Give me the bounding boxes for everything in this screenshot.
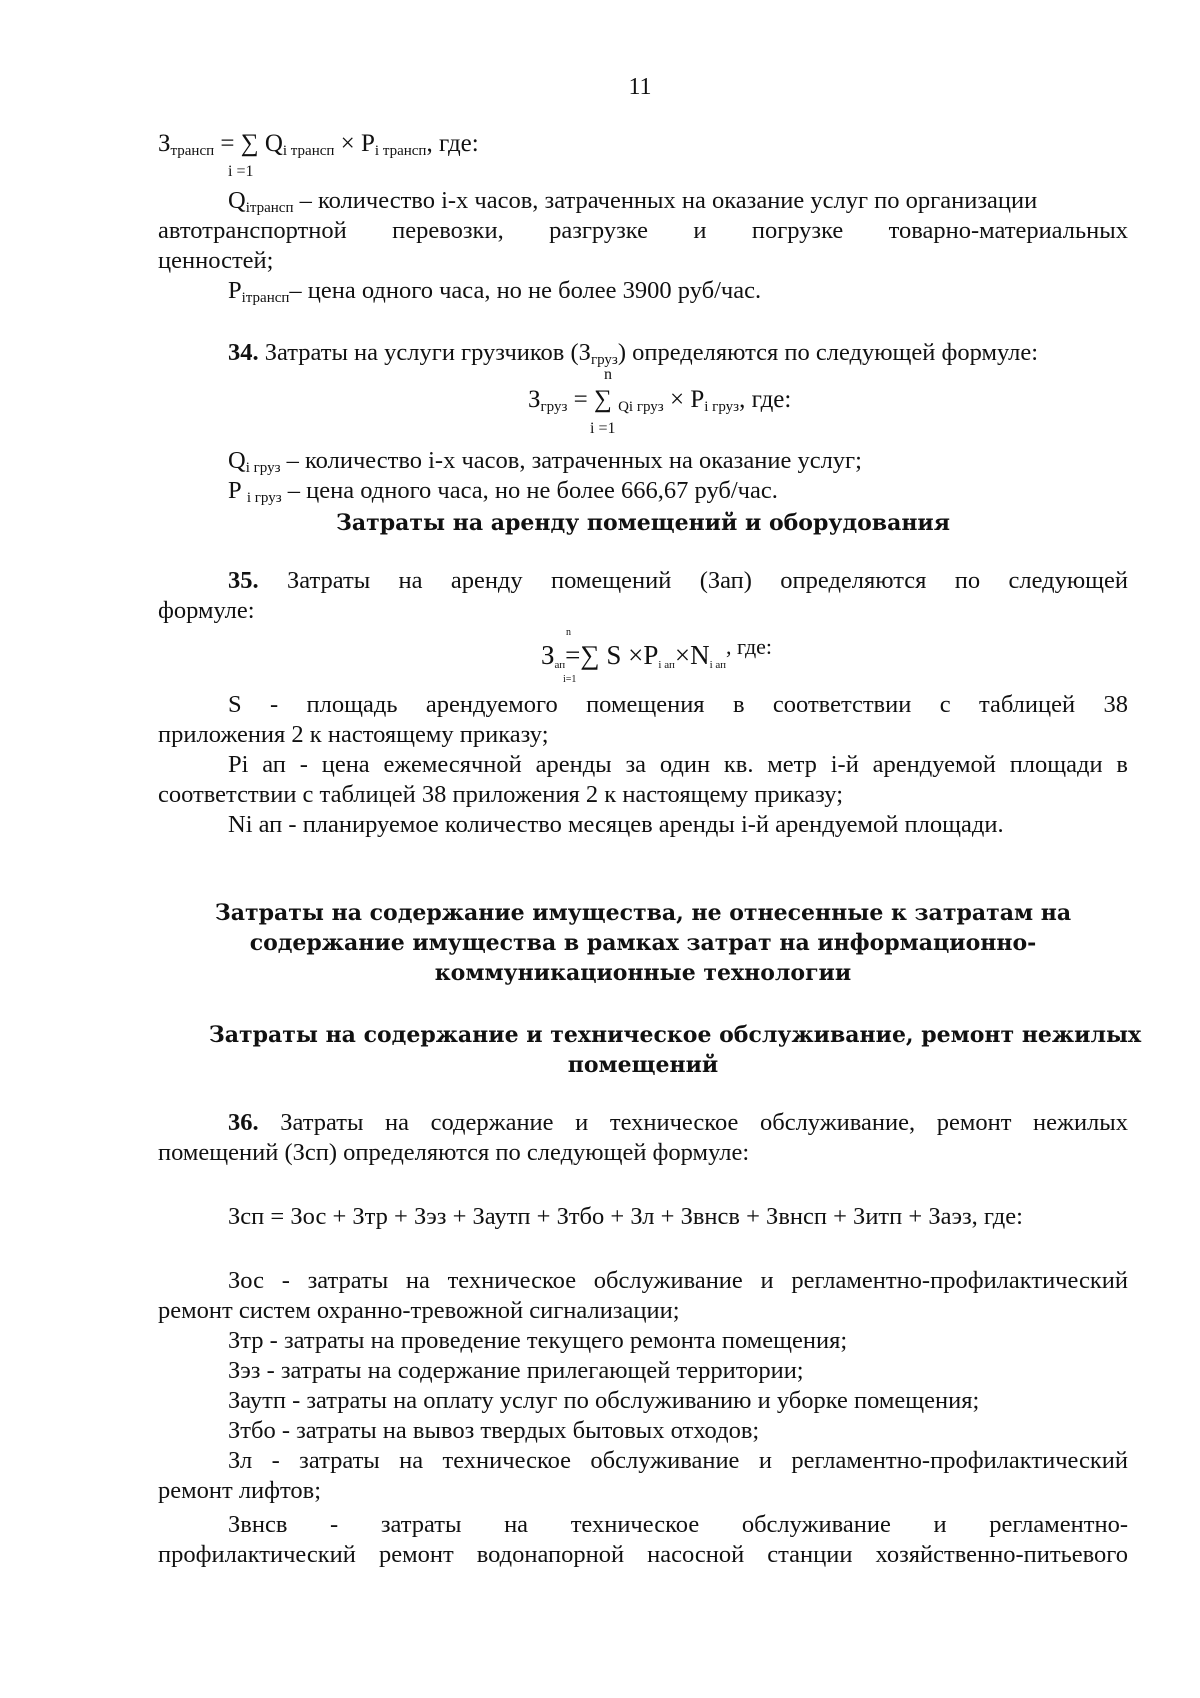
- section-35-intro-end: формуле:: [158, 597, 255, 624]
- def-q-transport-cont: автотранспортной перевозки, разгрузке и погрузке товарно-материальных: [158, 217, 1128, 244]
- def-pi-end: соответствии с таблицей 38 приложения 2 к настоящему приказу;: [158, 781, 844, 808]
- heading-repair-2: помещений: [567, 1052, 719, 1078]
- heading-repair-1: Затраты на содержание и техническое обслуживание, ремонт нежилых: [208, 1022, 1142, 1048]
- formula-zsp: Зсп = Зос + Зтр + Зэз + Заутп + Зтбо + Зл + Звнсв + Звнсп + Зитп + Заэз, где:: [228, 1203, 1023, 1230]
- def-zl: Зл - затраты на техническое обслуживание и регламентно-профилактический: [228, 1447, 1128, 1474]
- formula-transport-limit: i =1: [228, 163, 254, 180]
- def-ztr: Зтр - затраты на проведение текущего ремонта помещения;: [228, 1327, 848, 1354]
- section-34-intro: 34. Затраты на услуги грузчиков (Згруз) определяются по следующей формуле:: [228, 339, 1039, 368]
- formula-transport: Зтрансп = ∑ Qi трансп × Pi трансп, где:: [158, 130, 479, 159]
- section-36-intro: 36. Затраты на содержание и техническое обслуживание, ремонт нежилых: [228, 1109, 1128, 1136]
- def-p-loaders: P i груз – цена одного часа, но не более 666,67 руб/час.: [228, 477, 778, 506]
- formula-loaders-top: n: [604, 366, 612, 383]
- heading-maintenance-3: коммуникационные технологии: [434, 960, 852, 986]
- def-zautp: Заутп - затраты на оплату услуг по обслуживанию и уборке помещения;: [228, 1387, 980, 1414]
- heading-maintenance-2: содержание имущества в рамках затрат на информационно-: [249, 930, 1037, 956]
- def-s-end: приложения 2 к настоящему приказу;: [158, 721, 549, 748]
- def-pi: Pi ап - цена ежемесячной аренды за один кв. метр i-й арендуемой площади в: [228, 751, 1128, 778]
- formula-rent: Зап=∑ S ×Pi ап×Ni $ап^{, где:}$: [541, 634, 773, 671]
- def-q-transport: Qiтрансп – количество i-х часов, затраченных на оказание услуг по организации: [228, 187, 1038, 216]
- def-zos-end: ремонт систем охранно-тревожной сигнализации;: [158, 1297, 680, 1324]
- heading-maintenance-1: Затраты на содержание имущества, не отнесенные к затратам на: [214, 900, 1072, 926]
- section-36-intro-end: помещений (Зсп) определяются по следующей формуле:: [158, 1139, 750, 1166]
- def-ztbo: Зтбо - затраты на вывоз твердых бытовых отходов;: [228, 1417, 760, 1444]
- def-zl-end: ремонт лифтов;: [158, 1477, 322, 1504]
- heading-rent: Затраты на аренду помещений и оборудования: [336, 510, 950, 536]
- formula-loaders-bottom: i =1: [590, 420, 616, 437]
- def-zez: Зэз - затраты на содержание прилегающей территории;: [228, 1357, 804, 1384]
- def-ni: Ni ап - планируемое количество месяцев аренды i-й арендуемой площади.: [228, 811, 1004, 838]
- def-zvnsv-cont: профилактический ремонт водонапорной насосной станции хозяйственно-питьевого: [158, 1541, 1128, 1568]
- section-35-intro: 35. Затраты на аренду помещений (Зап) определяются по следующей: [228, 567, 1128, 594]
- def-q-loaders: Qi груз – количество i-х часов, затраченных на оказание услуг;: [228, 447, 862, 476]
- formula-loaders: Згруз = ∑ Qi груз × Pi груз, где:: [528, 386, 792, 415]
- def-zos: Зос - затраты на техническое обслуживание и регламентно-профилактический: [228, 1267, 1128, 1294]
- def-p-transport: Piтрансп– цена одного часа, но не более 3900 руб/час.: [228, 277, 762, 306]
- def-zvnsv: Звнсв - затраты на техническое обслуживание и регламентно-: [228, 1511, 1128, 1538]
- def-s: S - площадь арендуемого помещения в соответствии с таблицей 38: [228, 691, 1128, 718]
- formula-rent-top: n: [566, 627, 571, 638]
- formula-rent-bottom: i=1: [563, 674, 577, 685]
- def-q-transport-end: ценностей;: [158, 247, 274, 274]
- page-number: 11: [628, 74, 652, 100]
